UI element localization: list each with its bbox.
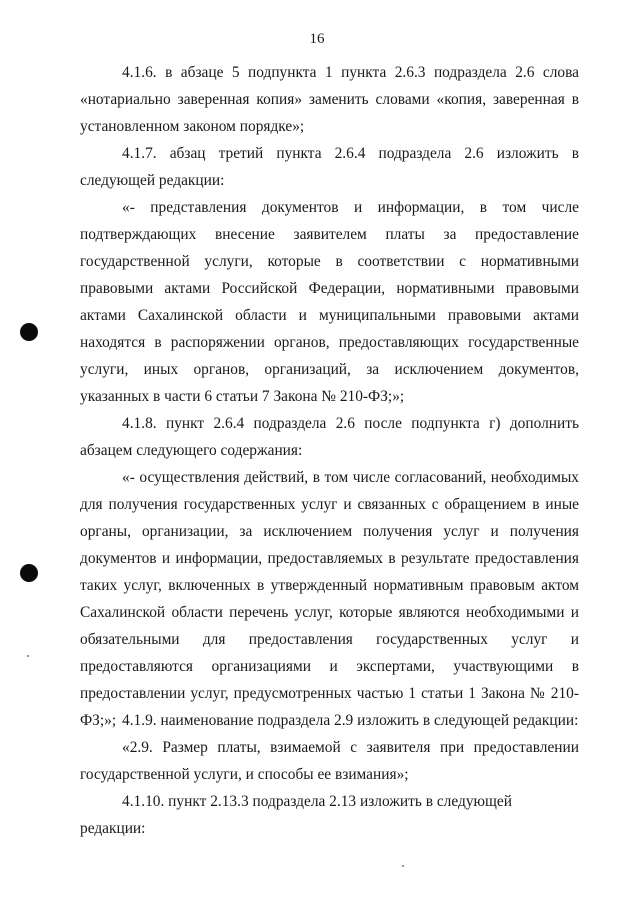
- paragraph-4-1-7: 4.1.7. абзац третий пункта 2.6.4 подраздела 2.6 изложить в следующей редакции:: [80, 145, 579, 189]
- paragraph-4-1-10: 4.1.10. пункт 2.13.3 подраздела 2.13 изложить в следующей редакции:: [80, 793, 512, 837]
- paragraph-quote-2: «- осуществления действий, в том числе согласований, необходимых для получения государственных услуг и связанных с обращением в иные органы, организации, за исключением получения услуг и получения документов и информации, предоставляемых в результате предоставления таких услуг, включенных в утвержденный нормативным правовым актом Сахалинской области перечень услуг, которые являются необходимыми и обязательными для предоставления государственных услуг и предоставляются организациями и экспертами, участвующими в предоставлении услуг, предусмотренных частью 1 статьи 1 Закона № 210-ФЗ;»;: [80, 469, 579, 729]
- paragraph-4-1-6: 4.1.6. в абзаце 5 подпункта 1 пункта 2.6.3 подраздела 2.6 слова «нотариально заверенная копия» заменить словами «копия, заверенная в установленном законом порядке»;: [80, 64, 579, 135]
- paragraph-4-1-8: 4.1.8. пункт 2.6.4 подраздела 2.6 после подпункта г) дополнить абзацем следующего содержания:: [80, 415, 579, 459]
- paragraph-quote-3: «2.9. Размер платы, взимаемой с заявителя при предоставлении государственной услуги, и способы ее взимания»;: [80, 739, 579, 783]
- punch-hole-mark: [20, 564, 38, 582]
- scan-speck: [402, 865, 404, 867]
- page-number: 16: [309, 31, 325, 47]
- paragraph-quote-1: «- представления документов и информации, в том числе подтверждающих внесение заявителем платы за предоставление государственной услуги, которые в соответствии с нормативными правовыми актами Российской Федерации, нормативными правовыми актами Сахалинской области и муниципальными правовыми актами находятся в распоряжении органов, предоставляющих государственные услуги, иных органов, организаций, за исключением документов, указанных в части 6 статьи 7 Закона № 210-ФЗ;»;: [80, 199, 579, 405]
- paragraph-4-1-9: 4.1.9. наименование подраздела 2.9 изложить в следующей редакции:: [122, 712, 579, 729]
- scan-speck: [27, 655, 29, 657]
- punch-hole-mark: [20, 323, 38, 341]
